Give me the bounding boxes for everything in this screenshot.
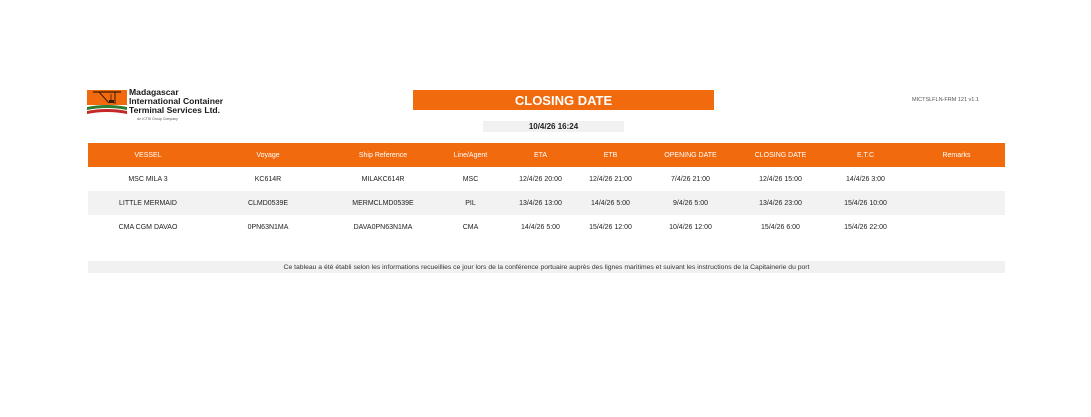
cell-ship-reference: MILAKC614R <box>361 175 405 183</box>
document-title: CLOSING DATE <box>413 90 714 110</box>
cell-etc: 15/4/26 22:00 <box>844 223 887 231</box>
cell-ship-reference: MERMCLMD0539E <box>352 199 414 207</box>
cell-vessel: CMA CGM DAVAO <box>118 223 178 231</box>
closing-date-table <box>88 143 1005 239</box>
company-name: Madagascar International Container Terminal Services Ltd. <box>129 87 224 115</box>
crane-logo-icon <box>87 90 127 118</box>
cell-vessel: LITTLE MERMAID <box>119 199 177 207</box>
cell-voyage: 0PN63N1MA <box>247 223 289 231</box>
cell-eta: 14/4/26 5:00 <box>521 223 560 231</box>
company-logo <box>87 88 237 128</box>
form-code: MICTSLFLN-FRM 121 v1.1 <box>912 97 979 103</box>
header-etb: ETB <box>603 151 618 159</box>
cell-voyage: KC614R <box>254 175 282 183</box>
cell-line-agent: MSC <box>462 175 479 183</box>
header-ship-reference: Ship Reference <box>358 151 408 159</box>
cell-eta: 13/4/26 13:00 <box>519 199 562 207</box>
cell-opening-date: 10/4/26 12:00 <box>669 223 712 231</box>
header-remarks: Remarks <box>942 151 971 159</box>
cell-opening-date: 9/4/26 5:00 <box>672 199 709 207</box>
cell-etb: 15/4/26 12:00 <box>589 223 632 231</box>
header-eta: ETA <box>533 151 548 159</box>
header-line-agent: Line/Agent <box>453 151 488 159</box>
cell-vessel: MSC MILA 3 <box>128 175 168 183</box>
cell-etb: 14/4/26 5:00 <box>591 199 630 207</box>
cell-opening-date: 7/4/26 21:00 <box>671 175 710 183</box>
cell-ship-reference: DAVA0PN63N1MA <box>353 223 413 231</box>
cell-voyage: CLMD0539E <box>247 199 289 207</box>
cell-etb: 12/4/26 21:00 <box>589 175 632 183</box>
cell-etc: 15/4/26 10:00 <box>844 199 887 207</box>
table-row <box>88 191 1005 215</box>
cell-eta: 12/4/26 20:00 <box>519 175 562 183</box>
cell-closing-date: 13/4/26 23:00 <box>759 199 802 207</box>
cell-line-agent: PIL <box>465 199 476 207</box>
cell-line-agent: CMA <box>462 223 479 231</box>
header-closing-date: CLOSING DATE <box>754 151 807 159</box>
header-opening-date: OPENING DATE <box>664 151 717 159</box>
document-date: 10/4/26 16:24 <box>483 121 624 132</box>
cell-closing-date: 15/4/26 6:00 <box>761 223 800 231</box>
table-row <box>88 215 1005 239</box>
footer-note: Ce tableau a été établi selon les informations recueillies ce jour lors de la conférence portuaire auprès des lignes maritimes et suivant les instructions de la Capitainerie du port <box>88 261 1005 273</box>
header-voyage: Voyage <box>256 151 280 159</box>
table-row <box>88 167 1005 191</box>
cell-etc: 14/4/26 3:00 <box>846 175 885 183</box>
cell-closing-date: 12/4/26 15:00 <box>759 175 802 183</box>
header-vessel: VESSEL <box>134 151 162 159</box>
header-etc: E.T.C <box>856 151 875 159</box>
company-tagline: An ICTSI Group Company <box>137 117 178 121</box>
table-header <box>88 143 1005 167</box>
